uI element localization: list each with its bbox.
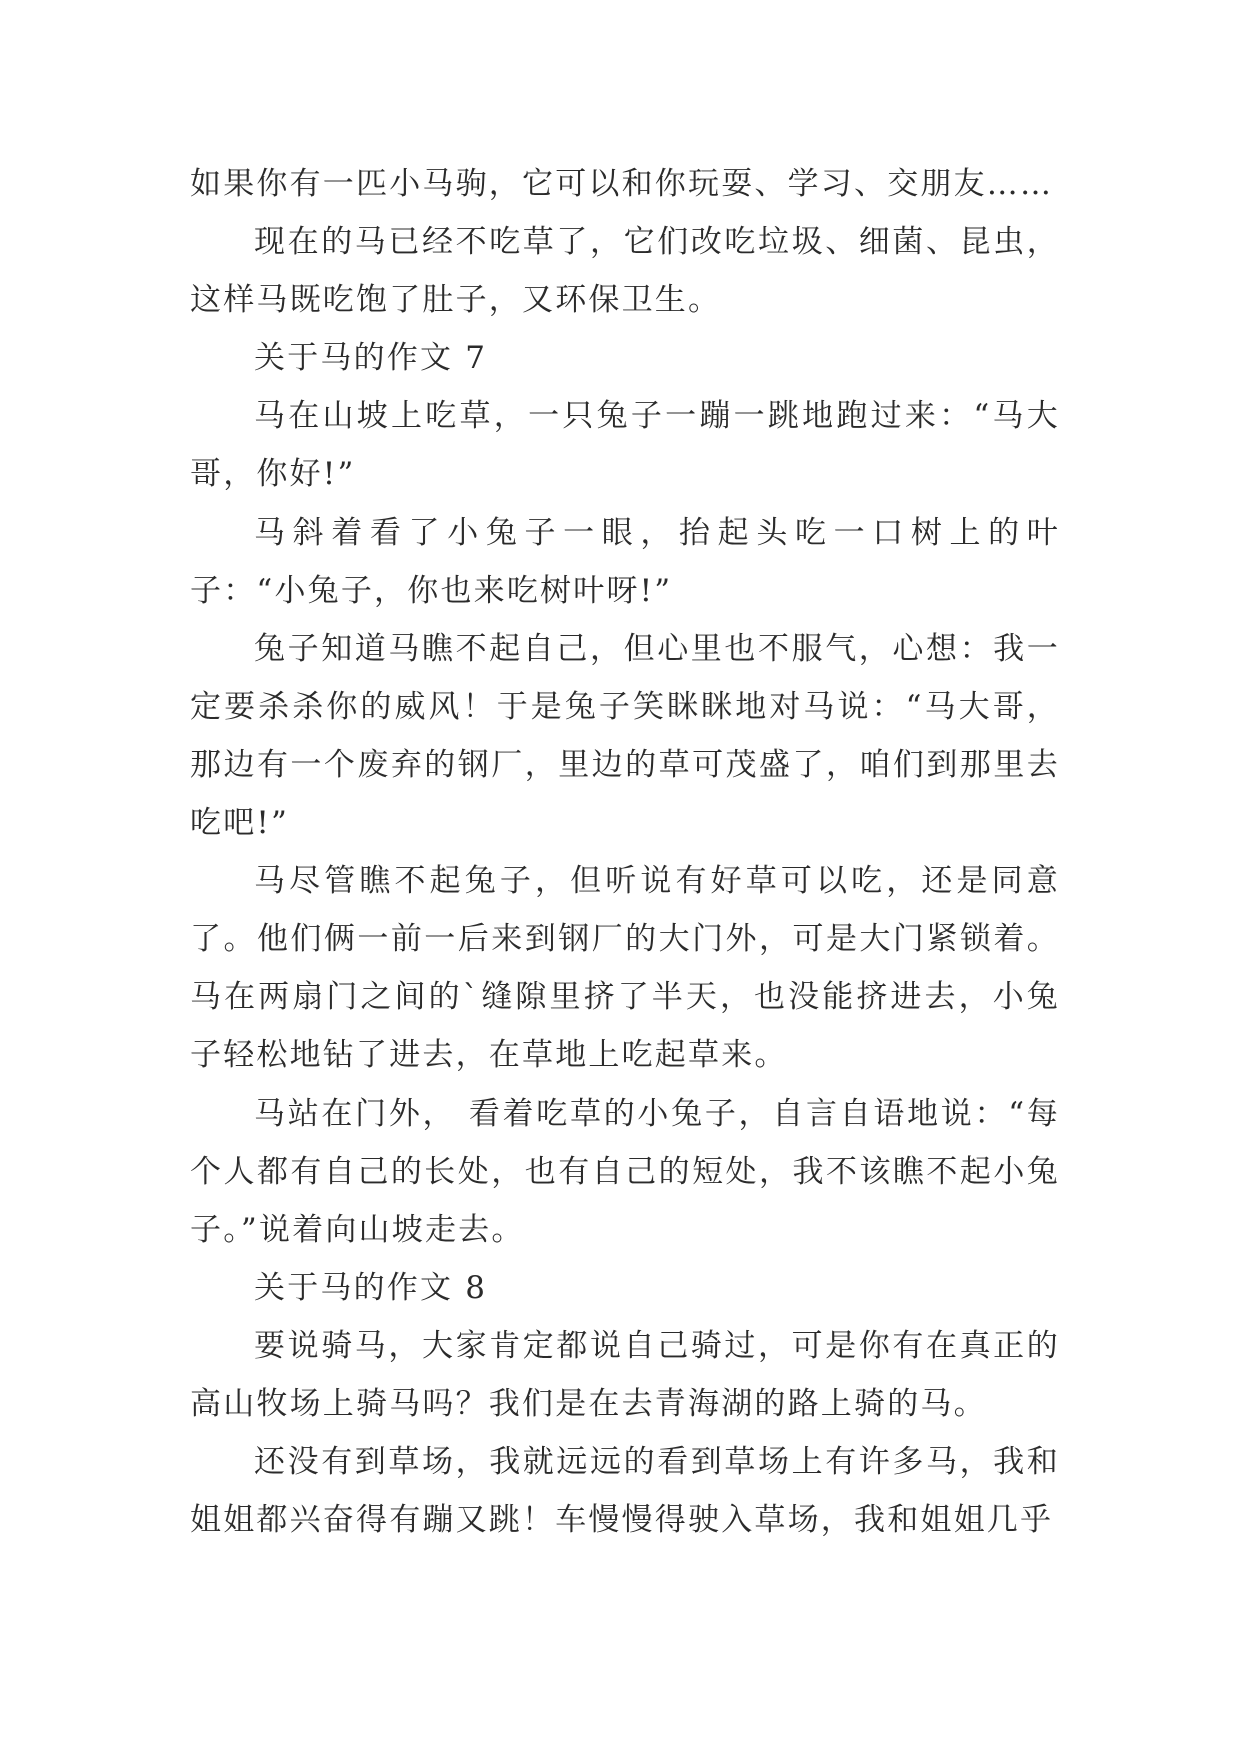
paragraph: 还没有到草场，我就远远的看到草场上有许多马，我和姐姐都兴奋得有蹦又跳！车慢慢得驶入草场，我和姐姐几乎 <box>190 1444 1060 1539</box>
paragraph: 现在的马已经不吃草了，它们改吃垃圾、细菌、昆虫，这样马既吃饱了肚子，又环保卫生。 <box>190 224 1060 319</box>
section-heading: 关于马的作文 7 <box>254 340 488 377</box>
paragraph-continuation: 如果你有一匹小马驹，它可以和你玩耍、学习、交朋友…… <box>190 166 1054 202</box>
paragraph: 马站在门外， 看着吃草的小兔子，自言自语地说：“每个人都有自己的长处，也有自己的短处，我不该瞧不起小兔子。”说着向山坡走去。 <box>190 1095 1060 1248</box>
paragraph: 马在山坡上吃草，一只兔子一蹦一跳地跑过来：“马大哥，你好!” <box>190 398 1060 493</box>
paragraph: 马尽管瞧不起兔子，但听说有好草可以吃，还是同意了。他们俩一前一后来到钢厂的大门外，可是大门紧锁着。马在两扇门之间的`缝隙里挤了半天，也没能挤进去，小兔子轻松地钻了进去，在草地上吃起草来。 <box>190 863 1060 1074</box>
paragraph: 马斜着看了小兔子一眼，抬起头吃一口树上的叶子：“小兔子，你也来吃树叶呀!” <box>190 514 1060 609</box>
section-heading: 关于马的作文 8 <box>254 1269 488 1306</box>
paragraph: 兔子知道马瞧不起自己，但心里也不服气，心想：我一定要杀杀你的威风！于是兔子笑眯眯地对马说：“马大哥，那边有一个废弃的钢厂，里边的草可茂盛了，咱们到那里去吃吧!” <box>190 630 1060 842</box>
paragraph: 要说骑马，大家肯定都说自己骑过，可是你有在真正的高山牧场上骑马吗？我们是在去青海湖的路上骑的马。 <box>190 1327 1060 1422</box>
document-body <box>190 155 1060 1549</box>
